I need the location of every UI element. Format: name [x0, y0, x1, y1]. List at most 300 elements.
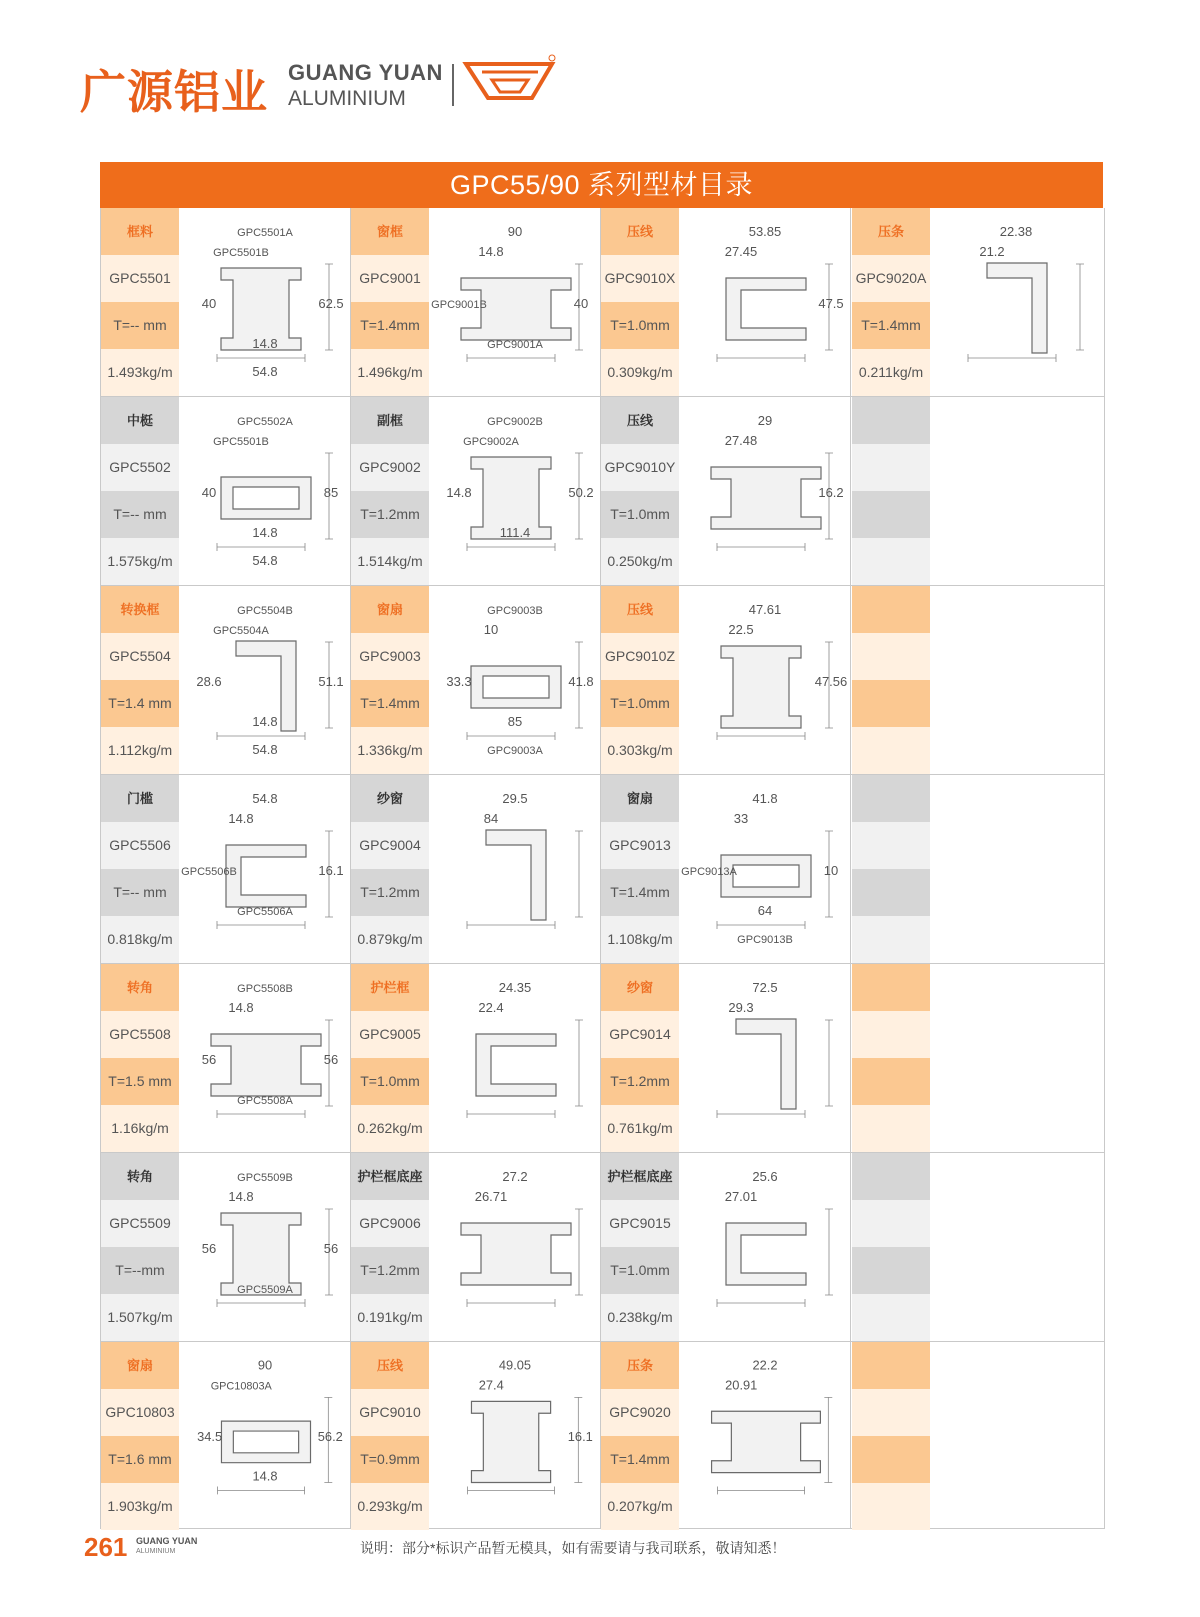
profile-thickness: T=1.2mm — [351, 1247, 429, 1294]
profile-weight: 1.514kg/m — [351, 538, 429, 585]
catalog-row — [101, 208, 1104, 397]
profile-code: GPC9013 — [601, 822, 679, 869]
brand-name-en: GUANG YUAN — [288, 60, 443, 85]
dimension-label: 56 — [201, 1241, 217, 1256]
dimension-label: 54.8 — [252, 553, 278, 568]
dimension-label: 29.3 — [728, 1000, 754, 1015]
dimension-label: 14.8 — [228, 811, 254, 826]
dimension-label: 29 — [757, 413, 773, 428]
footer-brand-name: GUANG YUAN — [136, 1536, 198, 1546]
profile-spec-labels — [852, 775, 930, 963]
profile-spec-labels — [101, 208, 179, 396]
dimension-label: 50.2 — [568, 485, 594, 500]
dimension-label: 53.85 — [748, 224, 782, 239]
profile-spec-labels — [852, 964, 930, 1152]
profile-code — [852, 444, 930, 491]
profile-weight: 0.211kg/m — [852, 349, 930, 396]
profile-outline — [726, 1223, 806, 1285]
profile-weight: 0.250kg/m — [601, 538, 679, 585]
profile-weight: 0.761kg/m — [601, 1105, 679, 1152]
profile-spec-labels — [351, 208, 429, 396]
profile-weight — [852, 1105, 930, 1152]
profile-thickness — [852, 1247, 930, 1294]
profile-thickness: T=1.4mm — [351, 680, 429, 727]
dimension-label: 29.5 — [502, 791, 528, 806]
dimension-label: 14.8 — [252, 714, 278, 729]
profile-drawing — [431, 1153, 599, 1341]
profile-section-diagram — [681, 397, 849, 585]
profile-weight: 0.293kg/m — [351, 1483, 429, 1530]
profile-section-diagram — [431, 586, 599, 774]
profile-thickness: T=1.5 mm — [101, 1058, 179, 1105]
profile-spec-labels — [101, 964, 179, 1152]
profile-weight: 0.191kg/m — [351, 1294, 429, 1341]
profile-thickness: T=1.0mm — [601, 302, 679, 349]
profile-section-diagram — [681, 775, 849, 963]
profile-outline — [221, 477, 311, 519]
profile-weight: 0.818kg/m — [101, 916, 179, 963]
profile-section-diagram — [181, 208, 349, 396]
profile-drawing — [932, 397, 1100, 585]
part-code-label: GPC9001B — [431, 299, 487, 311]
profile-name: 窗扇 — [101, 1342, 179, 1389]
profile-code: GPC10803 — [101, 1389, 179, 1436]
profile-code — [852, 633, 930, 680]
profile-outline — [471, 666, 561, 708]
footer-brand-subname: ALUMINIUM — [136, 1548, 176, 1555]
profile-code — [852, 1011, 930, 1058]
profile-name — [852, 586, 930, 633]
dimension-label: 22.38 — [999, 224, 1033, 239]
profile-name: 压线 — [601, 397, 679, 444]
profile-name: 窗扇 — [351, 586, 429, 633]
profile-thickness: T=1.0mm — [601, 1247, 679, 1294]
profile-section-diagram — [431, 208, 599, 396]
profile-thickness: T=1.2mm — [351, 491, 429, 538]
profile-code: GPC9015 — [601, 1200, 679, 1247]
gr-logo-icon — [462, 52, 558, 108]
profile-section-diagram — [181, 1342, 349, 1528]
dimension-label: 27.4 — [478, 1377, 504, 1393]
part-code-label: GPC5508B — [237, 983, 293, 995]
part-code-label: GPC5506B — [181, 866, 237, 878]
profile-thickness: T=1.4 mm — [101, 680, 179, 727]
profile-name: 窗框 — [351, 208, 429, 255]
profile-code: GPC5501 — [101, 255, 179, 302]
profile-section-diagram — [681, 964, 849, 1152]
profile-weight: 0.238kg/m — [601, 1294, 679, 1341]
dimension-label: 85 — [507, 714, 523, 729]
part-code-label: GPC5501B — [213, 247, 269, 259]
profile-spec-labels — [852, 397, 930, 585]
dimension-label: 54.8 — [252, 791, 278, 806]
dimension-label: 33 — [733, 811, 749, 826]
profile-drawing — [681, 1153, 849, 1341]
dimension-label: 22.4 — [478, 1000, 504, 1015]
profile-outline — [476, 1034, 556, 1096]
profile-outline — [221, 1213, 301, 1295]
profile-name: 门槛 — [101, 775, 179, 822]
dimension-label: 14.8 — [446, 485, 472, 500]
part-code-label: GPC5504B — [237, 605, 293, 617]
dimension-label: 22.5 — [728, 622, 754, 637]
profile-spec-labels — [101, 586, 179, 774]
profile-cell — [852, 208, 1104, 396]
profile-section-diagram — [431, 1153, 599, 1341]
dimension-label: 20.91 — [725, 1377, 758, 1393]
profile-drawing — [181, 397, 349, 585]
profile-section-diagram — [181, 964, 349, 1152]
profile-name — [852, 1342, 930, 1389]
part-code-label: GPC9002A — [463, 436, 519, 448]
dimension-label: 72.5 — [752, 980, 778, 995]
dimension-label: 90 — [257, 1357, 273, 1373]
profile-drawing — [932, 1153, 1100, 1341]
profile-drawing — [181, 1342, 349, 1528]
profile-spec-labels — [601, 208, 679, 396]
dimension-label: 26.71 — [474, 1189, 508, 1204]
dimension-label: 84 — [483, 811, 499, 826]
profile-name: 护栏框底座 — [351, 1153, 429, 1200]
profile-thickness: T=0.9mm — [351, 1436, 429, 1483]
profile-drawing — [181, 586, 349, 774]
dimension-label: 85 — [323, 485, 339, 500]
profile-drawing — [932, 964, 1100, 1152]
profile-weight — [852, 727, 930, 774]
catalog-row — [101, 1153, 1104, 1342]
profile-drawing — [431, 964, 599, 1152]
profile-outline — [711, 467, 821, 529]
profile-drawing — [431, 1342, 599, 1528]
profile-section-diagram — [181, 586, 349, 774]
profile-spec-labels — [101, 397, 179, 585]
dimension-label: 27.45 — [724, 244, 758, 259]
profile-weight: 1.493kg/m — [101, 349, 179, 396]
dimension-label: 56.2 — [317, 1428, 343, 1444]
profile-weight: 1.112kg/m — [101, 727, 179, 774]
profile-cell — [852, 586, 1104, 774]
profile-outline — [721, 646, 801, 728]
profile-code: GPC5502 — [101, 444, 179, 491]
profile-section-diagram — [181, 775, 349, 963]
profile-thickness: T=-- mm — [101, 302, 179, 349]
profile-outline — [486, 830, 546, 920]
profile-outline — [471, 1401, 550, 1482]
profile-code: GPC5509 — [101, 1200, 179, 1247]
profile-section-diagram — [181, 1153, 349, 1341]
profile-code: GPC9001 — [351, 255, 429, 302]
dimension-label: 14.8 — [252, 1468, 278, 1484]
page-number: 261 — [84, 1532, 128, 1562]
dimension-label: 14.8 — [228, 1000, 254, 1015]
part-code-label: GPC9013B — [737, 934, 793, 946]
profile-weight: 1.336kg/m — [351, 727, 429, 774]
dimension-label: 25.6 — [752, 1169, 778, 1184]
profile-thickness: T=1.2mm — [351, 869, 429, 916]
profile-spec-labels — [351, 1153, 429, 1341]
profile-section-diagram — [181, 397, 349, 585]
profile-outline — [987, 263, 1047, 353]
dimension-label: 27.01 — [724, 1189, 758, 1204]
profile-section-diagram — [932, 208, 1100, 396]
profile-name — [852, 397, 930, 444]
profile-name — [852, 964, 930, 1011]
part-code-label: GPC5509B — [237, 1172, 293, 1184]
profile-name: 窗扇 — [601, 775, 679, 822]
catalog-row — [101, 586, 1104, 775]
profile-thickness — [852, 1436, 930, 1483]
profile-cell — [351, 1153, 601, 1341]
catalog-title: GPC55/90 系列型材目录 — [100, 162, 1103, 208]
profile-section-diagram — [431, 397, 599, 585]
profile-drawing — [181, 208, 349, 396]
dimension-label: 47.56 — [814, 674, 848, 689]
profile-cell — [351, 775, 601, 963]
profile-weight — [852, 538, 930, 585]
profile-code: GPC9010 — [351, 1389, 429, 1436]
dimension-label: 27.48 — [724, 433, 758, 448]
dimension-label: 27.2 — [502, 1169, 528, 1184]
brand-divider — [452, 64, 454, 106]
profile-drawing — [932, 775, 1100, 963]
dimension-label: 28.6 — [196, 674, 222, 689]
profile-cell — [601, 964, 851, 1152]
profile-spec-labels — [601, 1342, 679, 1528]
profile-outline — [712, 1411, 821, 1472]
profile-weight: 1.903kg/m — [101, 1483, 179, 1530]
dimension-label: 41.8 — [752, 791, 778, 806]
catalog-row — [101, 964, 1104, 1153]
profile-name: 压线 — [351, 1342, 429, 1389]
dimension-label: 40 — [573, 296, 589, 311]
profile-weight: 1.575kg/m — [101, 538, 179, 585]
dimension-label: 51.1 — [318, 674, 344, 689]
profile-thickness — [852, 1058, 930, 1105]
profile-spec-labels — [101, 1153, 179, 1341]
profile-cell — [351, 397, 601, 585]
dimension-label: 16.1 — [318, 863, 344, 878]
profile-thickness: T=--mm — [101, 1247, 179, 1294]
part-code-label: GPC5502A — [237, 416, 293, 428]
profile-thickness: T=1.0mm — [351, 1058, 429, 1105]
profile-cell — [601, 586, 851, 774]
dimension-label: 16.1 — [567, 1428, 593, 1444]
dimension-label: 56 — [323, 1241, 339, 1256]
profile-drawing — [181, 1153, 349, 1341]
profile-outline — [221, 1421, 310, 1463]
profile-section-diagram — [431, 964, 599, 1152]
profile-spec-labels — [351, 1342, 429, 1528]
dimension-label: 90 — [507, 224, 523, 239]
profile-thickness: T=1.0mm — [601, 491, 679, 538]
profile-name: 护栏框 — [351, 964, 429, 1011]
profile-cell — [852, 964, 1104, 1152]
dimension-lines — [717, 831, 833, 929]
dimension-label: 22.2 — [752, 1357, 778, 1373]
brand-name-cn: 广源铝业 — [80, 65, 268, 119]
profile-spec-labels — [351, 397, 429, 585]
profile-cell — [351, 586, 601, 774]
profile-drawing — [431, 586, 599, 774]
brand-subname-en: ALUMINIUM — [288, 87, 406, 110]
profile-weight — [852, 916, 930, 963]
profile-cell — [601, 1153, 851, 1341]
profile-spec-labels — [852, 208, 930, 396]
profile-code: GPC9010Y — [601, 444, 679, 491]
dimension-label: 14.8 — [228, 1189, 254, 1204]
profile-spec-labels — [852, 1342, 930, 1528]
profile-drawing — [932, 208, 1100, 396]
part-code-label: GPC5506A — [237, 906, 293, 918]
part-code-label: GPC9013A — [681, 866, 737, 878]
profile-code: GPC9003 — [351, 633, 429, 680]
profile-code: GPC5506 — [101, 822, 179, 869]
dimension-label: 56 — [201, 1052, 217, 1067]
profile-cell — [852, 775, 1104, 963]
profile-code: GPC9010Z — [601, 633, 679, 680]
profile-code — [852, 1389, 930, 1436]
profile-thickness: T=-- mm — [101, 491, 179, 538]
part-code-label: GPC9002B — [487, 416, 543, 428]
profile-section-diagram — [431, 1342, 599, 1528]
profile-weight: 0.309kg/m — [601, 349, 679, 396]
profile-thickness: T=1.4mm — [601, 1436, 679, 1483]
profile-drawing — [932, 586, 1100, 774]
dimension-label: 54.8 — [252, 742, 278, 757]
catalog-row — [101, 775, 1104, 964]
profile-outline — [226, 845, 306, 907]
dimension-label: 47.61 — [748, 602, 782, 617]
dimension-label: 24.35 — [498, 980, 532, 995]
dimension-label: 111.4 — [499, 525, 531, 540]
profile-name: 压条 — [601, 1342, 679, 1389]
profile-spec-labels — [601, 1153, 679, 1341]
profile-thickness — [852, 869, 930, 916]
profile-cell — [852, 1342, 1104, 1528]
profile-weight: 1.496kg/m — [351, 349, 429, 396]
profile-drawing — [681, 964, 849, 1152]
profile-code: GPC9002 — [351, 444, 429, 491]
dimension-label: 14.8 — [252, 525, 278, 540]
profile-section-diagram — [681, 1153, 849, 1341]
dimension-label: 62.5 — [318, 296, 344, 311]
dimension-label: 49.05 — [498, 1357, 532, 1373]
catalog-row — [101, 1342, 1104, 1529]
profile-cell — [601, 208, 851, 396]
profile-name: 护栏框底座 — [601, 1153, 679, 1200]
profile-code: GPC9020 — [601, 1389, 679, 1436]
profile-code — [852, 1200, 930, 1247]
profile-cell — [101, 586, 351, 774]
profile-drawing — [681, 1342, 849, 1528]
profile-section-diagram — [681, 586, 849, 774]
dimension-label: 33.3 — [446, 674, 472, 689]
dimension-lines — [717, 1020, 833, 1118]
dimension-label: 40 — [201, 296, 217, 311]
dimension-label: 14.8 — [252, 336, 278, 351]
dimension-lines — [968, 264, 1084, 362]
profile-drawing — [681, 775, 849, 963]
profile-spec-labels — [351, 775, 429, 963]
profile-drawing — [431, 397, 599, 585]
profile-name: 转角 — [101, 1153, 179, 1200]
profile-spec-labels — [601, 397, 679, 585]
profile-cell — [852, 397, 1104, 585]
dimension-label: 16.2 — [818, 485, 844, 500]
catalog-row — [101, 397, 1104, 586]
profile-name: 转换框 — [101, 586, 179, 633]
profile-weight: 0.262kg/m — [351, 1105, 429, 1152]
dimension-label: 34.5 — [197, 1428, 223, 1444]
dimension-label: 10 — [483, 622, 499, 637]
profile-cell — [601, 397, 851, 585]
profile-cell — [601, 1342, 851, 1528]
dimension-label: 41.8 — [568, 674, 594, 689]
profile-outline — [726, 278, 806, 340]
profile-cell — [101, 1342, 351, 1528]
dimension-label: 64 — [757, 903, 773, 918]
profile-cell — [101, 1153, 351, 1341]
profile-spec-labels — [601, 964, 679, 1152]
profile-drawing — [431, 775, 599, 963]
profile-section-diagram — [431, 775, 599, 963]
profile-drawing — [181, 775, 349, 963]
profile-thickness — [852, 680, 930, 727]
profile-thickness: T=1.4mm — [351, 302, 429, 349]
profile-cell — [351, 208, 601, 396]
profile-spec-labels — [852, 1153, 930, 1341]
profile-weight: 1.16kg/m — [101, 1105, 179, 1152]
profile-cell — [601, 775, 851, 963]
dimension-label: 14.8 — [478, 244, 504, 259]
dimension-label: 54.8 — [252, 364, 278, 379]
profile-weight: 0.879kg/m — [351, 916, 429, 963]
profile-code: GPC9014 — [601, 1011, 679, 1058]
profile-section-diagram — [681, 1342, 849, 1528]
profile-outline — [461, 1223, 571, 1285]
profile-spec-labels — [101, 775, 179, 963]
profile-weight: 1.507kg/m — [101, 1294, 179, 1341]
profile-thickness: T=1.4mm — [852, 302, 930, 349]
profile-thickness: T=1.2mm — [601, 1058, 679, 1105]
profile-code: GPC9006 — [351, 1200, 429, 1247]
profile-name: 中梃 — [101, 397, 179, 444]
profile-cell — [351, 964, 601, 1152]
profile-name — [852, 1153, 930, 1200]
footer-note: 说明：部分*标识产品暂无模具，如有需要请与我司联系，敬请知悉！ — [360, 1540, 786, 1556]
profile-weight: 1.108kg/m — [601, 916, 679, 963]
part-code-label: GPC5508A — [237, 1095, 293, 1107]
profile-section-diagram — [681, 208, 849, 396]
profile-thickness: T=1.0mm — [601, 680, 679, 727]
dimension-lines — [467, 831, 583, 929]
profile-weight — [852, 1294, 930, 1341]
profile-cell — [101, 397, 351, 585]
profile-name: 纱窗 — [351, 775, 429, 822]
profile-weight: 0.207kg/m — [601, 1483, 679, 1530]
dimension-label: 21.2 — [979, 244, 1005, 259]
profile-thickness: T=-- mm — [101, 869, 179, 916]
profile-spec-labels — [351, 964, 429, 1152]
profile-outline — [736, 1019, 796, 1109]
profile-drawing — [681, 397, 849, 585]
profile-thickness — [852, 491, 930, 538]
profile-drawing — [181, 964, 349, 1152]
dimension-lines — [467, 642, 583, 740]
profile-name: 压线 — [601, 208, 679, 255]
profile-name: 压条 — [852, 208, 930, 255]
part-code-label: GPC5504A — [213, 625, 269, 637]
